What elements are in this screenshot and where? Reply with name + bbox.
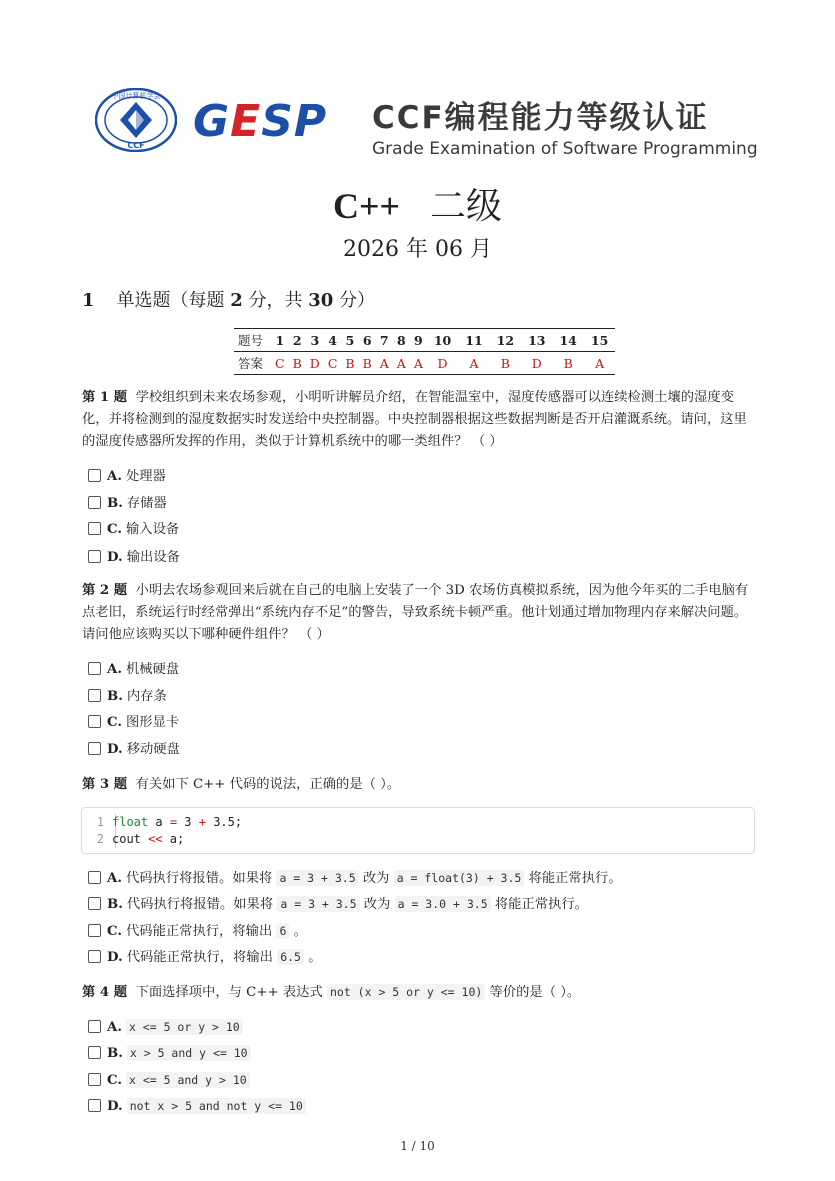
checkbox[interactable] xyxy=(88,924,101,937)
q4-option-a[interactable]: A. x <= 5 or y > 10 xyxy=(88,1018,243,1037)
q3-option-d[interactable]: D. 代码能正常执行，将输出 6.5 。 xyxy=(88,948,322,967)
checkbox[interactable] xyxy=(88,742,101,755)
q1-option-c[interactable]: C. 输入设备 xyxy=(88,521,179,539)
q3-option-c[interactable]: C. 代码能正常执行，将输出 6 。 xyxy=(88,922,307,941)
code-line: 1 float a = 3 + 3.5; xyxy=(96,815,243,829)
answer-key-table xyxy=(234,328,615,375)
q4-option-b[interactable]: B. x > 5 and y <= 10 xyxy=(88,1044,251,1063)
question-1: 第 1 题 学校组织到未来农场参观，小明听讲解员介绍，在智能温室中，湿度传感器可以连续检测土壤的湿度变化，并将检测到的湿度数据实时发送给中央控制器。中央控制器根据这些数据判断是否开启灌溉系统。请问，这里的湿度传感器所发挥的作用，类似于计算机系统中的哪一类组件？ （ ） xyxy=(82,390,747,449)
checkbox[interactable] xyxy=(88,950,101,963)
gesp-logo: GESP xyxy=(193,96,328,147)
checkbox[interactable] xyxy=(88,871,101,884)
exam-title xyxy=(0,178,835,229)
checkbox[interactable] xyxy=(88,550,101,563)
brand-english: Grade Examination of Software Programming xyxy=(372,139,758,159)
ccf-logo-bottom-text: CCF xyxy=(127,141,145,150)
q1-option-b[interactable]: B. 存储器 xyxy=(88,495,167,513)
exam-date: 2026 年 06 月 xyxy=(343,237,492,262)
q1-option-a[interactable]: A. 处理器 xyxy=(88,468,166,486)
brand-chinese: CCF编程能力等级认证 xyxy=(372,100,709,136)
q2-option-d[interactable]: D. 移动硬盘 xyxy=(88,741,180,759)
checkbox[interactable] xyxy=(88,1020,101,1033)
q2-option-b[interactable]: B. 内存条 xyxy=(88,688,167,706)
question-3: 第 3 题 有关如下 C++ 代码的说法，正确的是（ ）。 xyxy=(82,777,401,792)
checkbox[interactable] xyxy=(88,496,101,509)
section-heading: 1 单选题（每题 2 分，共 30 分） xyxy=(82,290,376,311)
checkbox[interactable] xyxy=(88,662,101,675)
q3-option-b[interactable]: B. 代码执行将报错。如果将 a = 3 + 3.5 改为 a = 3.0 + 3.5 将能正常执行。 xyxy=(88,895,588,914)
checkbox[interactable] xyxy=(88,1099,101,1112)
checkbox[interactable] xyxy=(88,715,101,728)
checkbox[interactable] xyxy=(88,689,101,702)
checkbox[interactable] xyxy=(88,897,101,910)
q2-option-c[interactable]: C. 图形显卡 xyxy=(88,714,179,732)
answer-key-answers-row: 答案 C B D C B B A A A D A B D B A xyxy=(234,352,615,375)
code-line: 2 cout << a; xyxy=(96,832,185,846)
q4-option-c[interactable]: C. x <= 5 and y > 10 xyxy=(88,1071,250,1090)
checkbox[interactable] xyxy=(88,1046,101,1059)
question-4: 第 4 题 下面选择项中，与 C++ 表达式 not (x > 5 or y <= 10) 等价的是（ ）。 xyxy=(82,985,581,1000)
exam-level: 二级 xyxy=(430,186,503,227)
q1-option-d[interactable]: D. 输出设备 xyxy=(88,549,180,567)
q2-option-a[interactable]: A. 机械硬盘 xyxy=(88,661,179,679)
brand-block xyxy=(372,92,758,159)
checkbox[interactable] xyxy=(88,469,101,482)
exam-language: C++ xyxy=(332,186,400,226)
answer-key-numbers-row: 题号 1 2 3 4 5 6 7 8 9 10 11 12 13 14 15 xyxy=(234,329,615,352)
checkbox[interactable] xyxy=(88,1073,101,1086)
q4-option-d[interactable]: D. not x > 5 and not y <= 10 xyxy=(88,1097,306,1116)
page-header xyxy=(95,88,758,159)
q3-option-a[interactable]: A. 代码执行将报错。如果将 a = 3 + 3.5 改为 a = float(3) + 3.5 将能正常执行。 xyxy=(88,869,622,888)
checkbox[interactable] xyxy=(88,522,101,535)
ccf-logo xyxy=(95,88,177,152)
page-number: 1 / 10 xyxy=(400,1139,435,1153)
question-2: 第 2 题 小明去农场参观回来后就在自己的电脑上安装了一个 3D 农场仿真模拟系统，因为他今年买的二手电脑有点老旧，系统运行时经常弹出“系统内存不足”的警告，导致系统卡顿严重。他计划通过增加物理内存来解决问题。请问他应该购买以下哪种硬件组件？ （ ） xyxy=(82,583,749,642)
ccf-logo-top-text: 中国计算机学会 xyxy=(111,92,161,100)
code-block xyxy=(81,807,755,854)
